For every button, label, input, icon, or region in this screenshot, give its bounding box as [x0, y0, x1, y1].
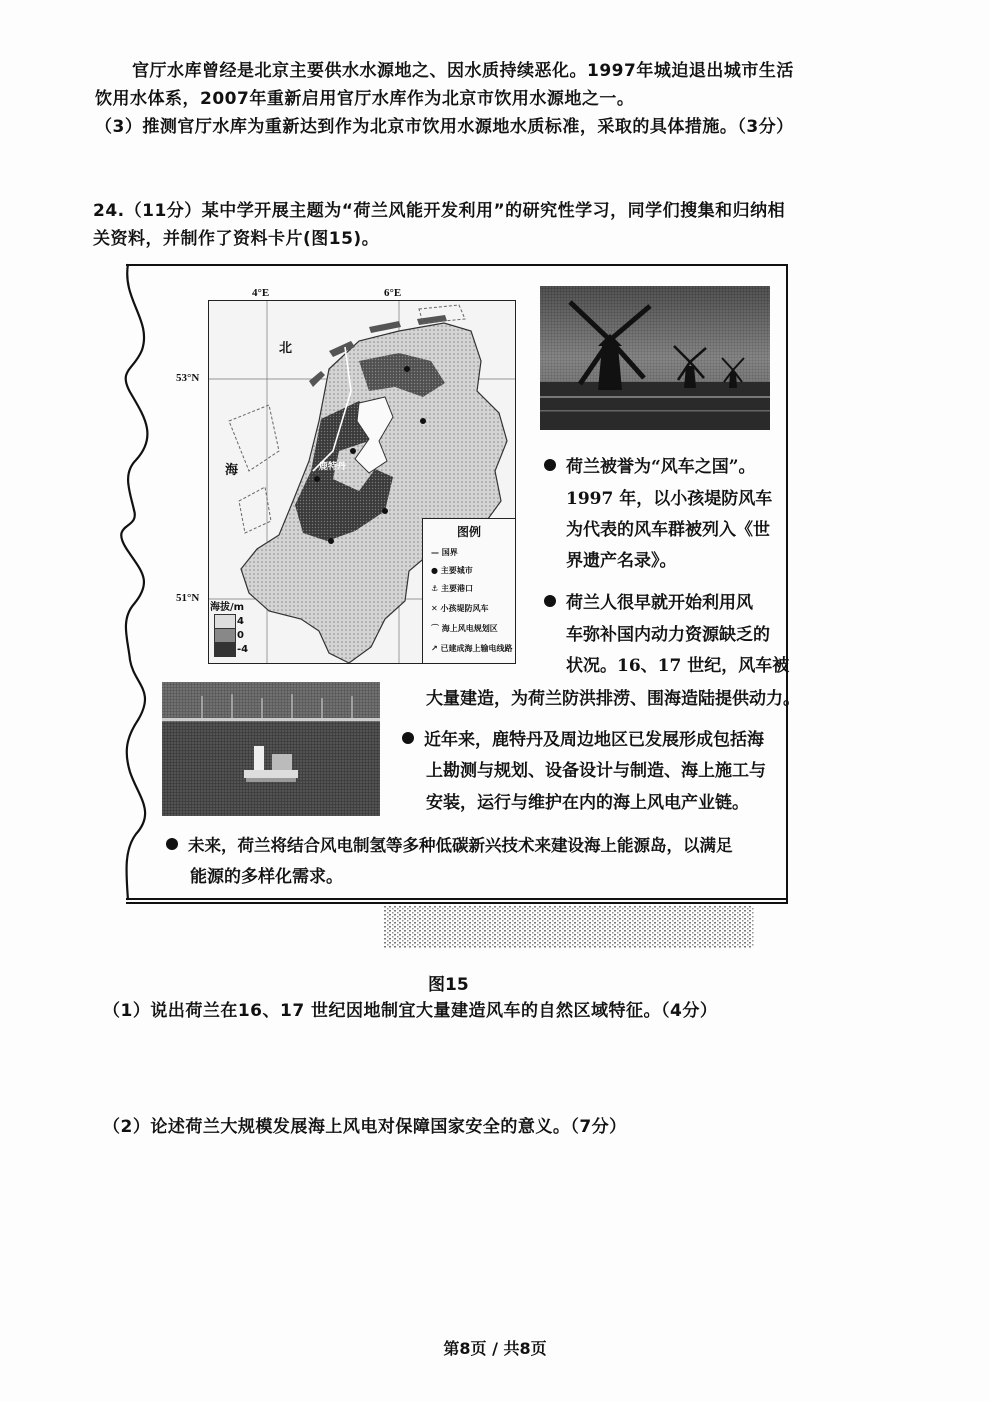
lat-label-53n: 53°N [176, 372, 200, 384]
intro-line-2: 饮用水体系，2007年重新启用官厅水库作为北京市饮用水源地之一。 [95, 89, 635, 109]
scan-noise [384, 906, 754, 948]
data-card-bottom-edge [126, 898, 788, 900]
bullet-dot-icon [166, 838, 178, 850]
legend-item-border: — 国界 [431, 548, 458, 557]
city-label-rotterdam: 鹿特丹 [319, 462, 347, 472]
bullet-3-line-2: 上勘测与规划、设备设计与制造、海上施工与 [426, 761, 766, 781]
question-24-1: （1）说出荷兰在16、17 世纪因地制宜大量建造风车的自然区域特征。（4分） [103, 1001, 718, 1021]
bullet-dot-icon [544, 459, 556, 471]
card-wavy-left-edge [100, 260, 160, 910]
legend-item-city: ● 主要城市 [431, 566, 473, 575]
legend-item-offshore-zone: ⌒ 海上风电规划区 [431, 624, 498, 633]
map-legend [422, 518, 516, 664]
elevation-title: 海拔/m [210, 602, 245, 613]
question-24-line-1: 24.（11分）某中学开展主题为“荷兰风能开发利用”的研究性学习，同学们搜集和归纳相 [93, 201, 786, 221]
offshore-platform-photo [162, 682, 380, 816]
bullet-1-line-1: 荷兰被誉为“风车之国”。 [544, 452, 756, 484]
elevation-tick-4: 4 [237, 616, 244, 627]
question-24-line-2: 关资料，并制作了资料卡片(图15)。 [93, 229, 380, 249]
bullet-2-line-1: 荷兰人很早就开始利用风 [544, 588, 753, 620]
legend-item-port: ⚓ 主要港口 [431, 584, 473, 593]
lat-label-51n: 51°N [176, 592, 200, 604]
bullet-dot-icon [544, 595, 556, 607]
elevation-key [210, 598, 258, 662]
question-24-2: （2）论述荷兰大规模发展海上风电对保障国家安全的意义。（7分） [103, 1117, 627, 1137]
intro-line-1: 官厅水库曾经是北京主要供水水源地之、因水质持续恶化。1997年城迫退出城市生活 [132, 61, 794, 81]
bullet-1-line-3: 为代表的风车群被列入《世 [566, 520, 770, 540]
bullet-1-line-2: 1997 年，以小孩堤防风车 [566, 489, 773, 509]
sea-label-sea: 海 [225, 463, 239, 478]
bullet-2-line-2: 车弥补国内动力资源缺乏的 [566, 625, 770, 645]
lon-label-6e: 6°E [384, 287, 402, 299]
bullet-4-line-1: 未来，荷兰将结合风电制氢等多种低碳新兴技术来建设海上能源岛，以满足 [166, 830, 733, 862]
windmill-photo [540, 286, 770, 430]
sea-label-north: 北 [279, 341, 293, 356]
question-3: （3）推测官厅水库为重新达到作为北京市饮用水源地水质标准，采取的具体措施。（3分） [95, 117, 794, 137]
legend-item-transmission-line: ↗ 已建成海上输电线路 [431, 644, 513, 653]
bullet-4-line-2: 能源的多样化需求。 [190, 867, 343, 887]
legend-title: 图例 [456, 525, 481, 539]
bullet-dot-icon [402, 732, 414, 744]
bullet-2-line-3: 状况。16、17 世纪，风车被 [566, 656, 790, 676]
bullet-1-line-4: 界遗产名录》。 [566, 551, 677, 571]
lon-label-4e: 4°E [252, 287, 270, 299]
bullet-3-line-3: 安装，运行与维护在内的海上风电产业链。 [426, 793, 749, 813]
figure-caption: 图15 [428, 975, 469, 995]
bullet-3-line-1: 近年来，鹿特丹及周边地区已发展形成包括海 [402, 725, 764, 757]
elevation-tick-0: 0 [237, 630, 244, 641]
elevation-tick-minus4: -4 [237, 644, 249, 655]
page-footer: 第8页 / 共8页 [443, 1339, 547, 1358]
legend-item-windmill: ✕ 小孩堤防风车 [431, 604, 489, 613]
bullet-2-line-4: 大量建造，为荷兰防洪排涝、围海造陆提供动力。 [426, 689, 800, 709]
